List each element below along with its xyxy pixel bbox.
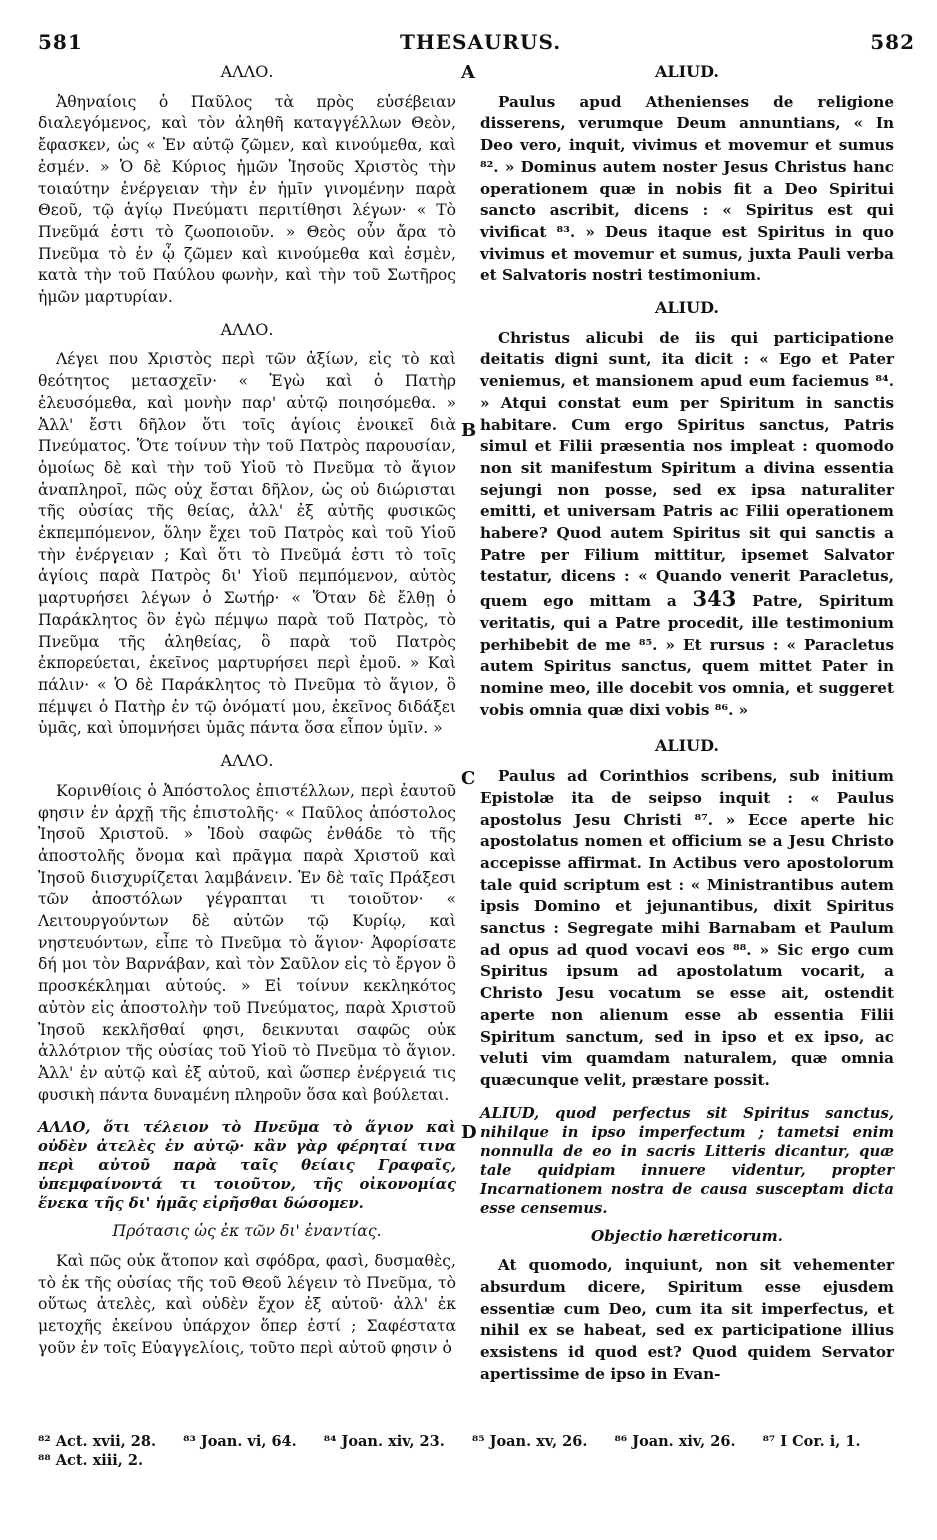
footnote-line-1 bbox=[38, 1432, 898, 1451]
footnotes bbox=[38, 1432, 898, 1470]
latin-paragraph-3: Paulus ad Corinthios scribens, sub initium Epistolæ ita de seipso inquit : « Paulus apostolus Jesu Christi ⁸⁷. » Ecce aperte hic apostolatus nomen et officium se a Jesu Christo accepisse affirmat. In Actibus vero apostolorum tale quid scriptum est : « Ministrantibus autem ipsis Domino et jejunantibus, dixit Spiritus sanctus : Segregate mihi Barnabam et Paulum ad opus ad quod vocavi eos ⁸⁸. » Sic ergo cum Spiritus ipsum ad apostolatum vocarit, a Christo Jesu vocatum se esse ait, ostendit aperte non alienum esse ab essentia Filii Spiritum sanctum, sed in ipso et ex ipso, ac veluti vim quamdam naturalem, quæ omnia quæcunque velit, præstare possit. bbox=[480, 767, 894, 1089]
page-number-right: 582 bbox=[870, 30, 915, 54]
latin-paragraph-2-part-a: Christus alicubi de iis qui participatione deitatis digni sunt, ita dicit : « Ego et Pater veniemus, et mansionem apud eum faciemus ⁸⁴. » Atqui constat eum per Spiritum in sanctis habitare. Cum ergo Spiritus sanctus, Patris simul et Filii præsentia nos impleat : quomodo non sit manifestum Spiritum a divina essentia sejungi non posse, sed ex ipsa naturaliter emitti, et universam Patris ac Filii operationem habere? Quod autem Spiritus sit qui sanctis a Patre per Filium mittitur, ipsemet Salvator testatur, dicens : « Quando venerit Paracletus, quem ego mittam a bbox=[480, 328, 894, 611]
footnote-83: ⁸³ Joan. vi, 64. bbox=[183, 1433, 297, 1450]
greek-column bbox=[38, 60, 456, 1360]
latin-paragraph-5: At quomodo, inquiunt, non sit vehementer absurdum dicere, Spiritum esse ejusdem essentiæ cum Deo, cum ita sit imperfectus, et nihil ex se habeat, sed ex participatione illius exsistens id quod est? Quod quidem Servator apertissime de ipso in Evan- bbox=[480, 1256, 894, 1383]
latin-paragraph-2 bbox=[480, 328, 894, 722]
greek-subheading: Πρότασις ὡς ἐκ τῶν δι' ἐναντίας. bbox=[112, 1222, 382, 1241]
latin-heading-4: ALIUD, quod perfectus sit Spiritus sanctus, nihilque in ipso imperfectum ; tametsi enim nonnulla de eo in sacris Litteris dicantur, quæ tale quidpiam innuere videntur, propter Incarnationem nostra de causa susceptam dicta esse censemus. bbox=[480, 1104, 894, 1217]
greek-paragraph-2: Λέγει που Χριστὸς περὶ τῶν ἀξίων, εἰς τὸ καὶ θεότητος μετασχεῖν· « Ἐγὼ καὶ ὁ Πατὴρ ἐλευσόμεθα, καὶ μονὴν παρ' αὐτῷ ποιησόμεθα. » Ἀλλ' ἔστι δῆλον ὅτι τοῖς ἁγίοις ἐνοικεῖ διὰ Πνεύματος. Ὅτε τοίνυν τὴν τοῦ Πατρὸς παρουσίαν, ὁμοίως δὲ καὶ τὴν τοῦ Υἱοῦ τὸ Πνεῦμα τὸ ἅγιον ἀναπληροῖ, πῶς οὐχ ἔσται δῆλον, ὡς οὐ διώρισται τῆς οὐσίας τῆς θείας, ἀλλ' ἐξ αὐτῆς φυσικῶς ἐκπεμπόμενον, ὅλην ἔχει τοῦ Πατρὸς καὶ τοῦ Υἱοῦ τὴν ἐνέργειαν ; Καὶ ὅτι τὸ Πνεῦμά ἐστι τὸ τοῖς ἁγίοις παρὰ Πατρὸς δι' Υἱοῦ πεμπόμενον, αὐτὸς μαρτυρήσει λέγων ὁ Σωτήρ· « Ὅταν δὲ ἔλθῃ ὁ Παράκλητος ὃν ἐγὼ πέμψω παρὰ τοῦ Πατρὸς, τὸ Πνεῦμα τῆς ἀληθείας, ὃ παρὰ τοῦ Πατρὸς ἐκπορεύεται, ἐκεῖνος μαρτυρήσει περὶ ἐμοῦ. » Καὶ πάλιν· « Ὁ δὲ Παράκλητος τὸ Πνεῦμα τὸ ἅγιον, ὃ πέμψει ὁ Πατὴρ ἐν τῷ ὀνόματί μου, ἐκεῖνος διδάξει ὑμᾶς, καὶ ὑπομνήσει ὑμᾶς πάντα ὅσα εἶπον ὑμῖν. » bbox=[38, 350, 456, 738]
latin-paragraph-2-part-b: Patre, Spiritum veritatis, qui a Patre procedit, ille testimonium perhibebit de me ⁸⁵. » Et rursus : « Paracletus autem Spiritus sanctus, quem mittet Pater in nomine meo, ille docebit vos omnia, et suggeret vobis omnia quæ dixi vobis ⁸⁶. » bbox=[480, 592, 895, 719]
margin-marker-c: C bbox=[461, 768, 476, 789]
page-number-left: 581 bbox=[38, 30, 83, 54]
footnote-85: ⁸⁵ Joan. xv, 26. bbox=[471, 1433, 588, 1450]
latin-heading-2: ALIUD. bbox=[655, 298, 719, 318]
greek-heading-1: ΑΛΛΟ. bbox=[220, 62, 274, 81]
greek-heading-2: ΑΛΛΟ. bbox=[220, 319, 274, 339]
greek-paragraph-1: Ἀθηναίοις ὁ Παῦλος τὰ πρὸς εὐσέβειαν διαλεγόμενος, καὶ τὸν ἀληθῆ καταγγέλλων Θεὸν, ἔφασκεν, ὡς « Ἐν αὐτῷ ζῶμεν, καὶ κινούμεθα, καὶ ἐσμέν. » Ὁ δὲ Κύριος ἡμῶν Ἰησοῦς Χριστὸς τὴν τοιαύτην ἐνέργειαν τὴν ἐν ἡμῖν γινομένην παρὰ Θεοῦ, τῷ ἁγίῳ Πνεύματι περιτίθησι λέγων· « Τὸ Πνεῦμά ἐστι τὸ ζωοποιοῦν. » Θεὸς οὖν ἄρα τὸ Πνεῦμα τὸ ἐν ᾧ ζῶμεν καὶ κινούμεθα καὶ ἐσμὲν, κατὰ τὴν τοῦ Παύλου φωνὴν, καὶ τὴν τοῦ Σωτῆρος ἡμῶν μαρτυρίαν. bbox=[38, 92, 456, 307]
margin-marker-b: B bbox=[461, 420, 477, 441]
greek-heading-4: ΑΛΛΟ, ὅτι τέλειον τὸ Πνεῦμα τὸ ἅγιον καὶ οὐδὲν ἀτελὲς ἐν αὐτῷ· κἂν γὰρ φέρηταί τινα περὶ αὐτοῦ παρὰ ταῖς θείαις Γραφαῖς, ὑπεμφαίνοντά τι τοιοῦτον, τῆς οἰκονομίας ἕνεκα τῆς δι' ἡμᾶς εἰρῆσθαι δώσομεν. bbox=[38, 1119, 456, 1213]
footnote-87: ⁸⁷ I Cor. i, 1. bbox=[762, 1433, 861, 1450]
column-number: 343 bbox=[692, 586, 737, 612]
latin-heading-3: ALIUD. bbox=[655, 736, 719, 756]
running-title: THESAURUS. bbox=[400, 30, 562, 54]
margin-marker-a: A bbox=[461, 62, 475, 83]
footnote-88: ⁸⁸ Act. xiii, 2. bbox=[38, 1452, 144, 1469]
footnote-86: ⁸⁶ Joan. xiv, 26. bbox=[614, 1433, 736, 1450]
footnote-82: ⁸² Act. xvii, 28. bbox=[38, 1433, 157, 1450]
latin-subheading: Objectio hæreticorum. bbox=[591, 1226, 783, 1245]
greek-heading-3: ΑΛΛΟ. bbox=[220, 751, 274, 771]
latin-heading-1: ALIUD. bbox=[655, 62, 719, 81]
latin-column bbox=[480, 60, 894, 1386]
greek-paragraph-3: Κορινθίοις ὁ Ἀπόστολος ἐπιστέλλων, περὶ ἑαυτοῦ φησιν ἐν ἀρχῇ τῆς ἐπιστολῆς· « Παῦλος ἀπόστολος Ἰησοῦ Χριστοῦ. » Ἰδοὺ σαφῶς ἐνθάδε τὸ τῆς ἀποστολῆς ὄνομα καὶ πρᾶγμα παρὰ Χριστοῦ καὶ Ἰησοῦ διισχυρίζεται λαμβάνειν. Ἐν δὲ ταῖς Πράξεσι τῶν ἀποστόλων γέγραπται τι τοιοῦτον· « Λειτουργούντων δὲ αὐτῶν τῷ Κυρίῳ, καὶ νηστευόντων, εἶπε τὸ Πνεῦμα τὸ ἅγιον· Ἀφορίσατε δή μοι τὸν Βαρνάβαν, καὶ τὸν Σαῦλον εἰς τὸ ἔργον ὃ προσκέκλημαι αὐτούς. » Εἰ τοίνυν κεκληκότος αὐτὸν εἰς ἀποστολὴν τοῦ Πνεύματος, παρὰ Χριστοῦ Ἰησοῦ κεκλῆσθαί φησι, δεικνυται σαφῶς οὐκ ἀλλότριον τῆς οὐσίας τοῦ Υἱοῦ τὸ Πνεῦμα τὸ ἅγιον. Ἀλλ' ἐν αὐτῷ καὶ ἐξ αὐτοῦ, καὶ ὥσπερ ἐνέργειά τις φυσικὴ πάντα δυναμένη πληροῦν ὅσα καὶ βούλεται. bbox=[38, 781, 456, 1104]
footnote-line-2 bbox=[38, 1451, 898, 1470]
footnote-84: ⁸⁴ Joan. xiv, 23. bbox=[323, 1433, 445, 1450]
greek-paragraph-5: Καὶ πῶς οὐκ ἄτοπον καὶ σφόδρα, φασὶ, δυσμαθὲς, τὸ ἐκ τῆς οὐσίας τῆς τοῦ Θεοῦ λέγειν τὸ Πνεῦμα, τὸ οὕτως ἀτελὲς, καὶ οὐδὲν ἔχον ἐξ αὐτοῦ· ἀλλ' ἐκ μετοχῆς ἐκείνου ὑπάρχον ὅπερ ἐστί ; Σαφέστατα γοῦν ἐν τοῖς Εὐαγγελίοις, τοῦτο περὶ αὐτοῦ φησιν ὁ bbox=[38, 1252, 456, 1357]
margin-marker-d: D bbox=[461, 1122, 477, 1143]
latin-paragraph-1: Paulus apud Athenienses de religione disserens, verumque Deum annuntians, « In Deo vero, inquit, vivimus et movemur et sumus ⁸². » Dominus autem noster Jesus Christus hanc operationem quæ in nobis fit a Deo Spiritui sancto ascribit, dicens : « Spiritus est qui vivificat ⁸³. » Deus itaque est Spiritus in quo vivimus et movemur et sumus, juxta Pauli verba et Salvatoris nostri testimonium. bbox=[480, 92, 894, 285]
